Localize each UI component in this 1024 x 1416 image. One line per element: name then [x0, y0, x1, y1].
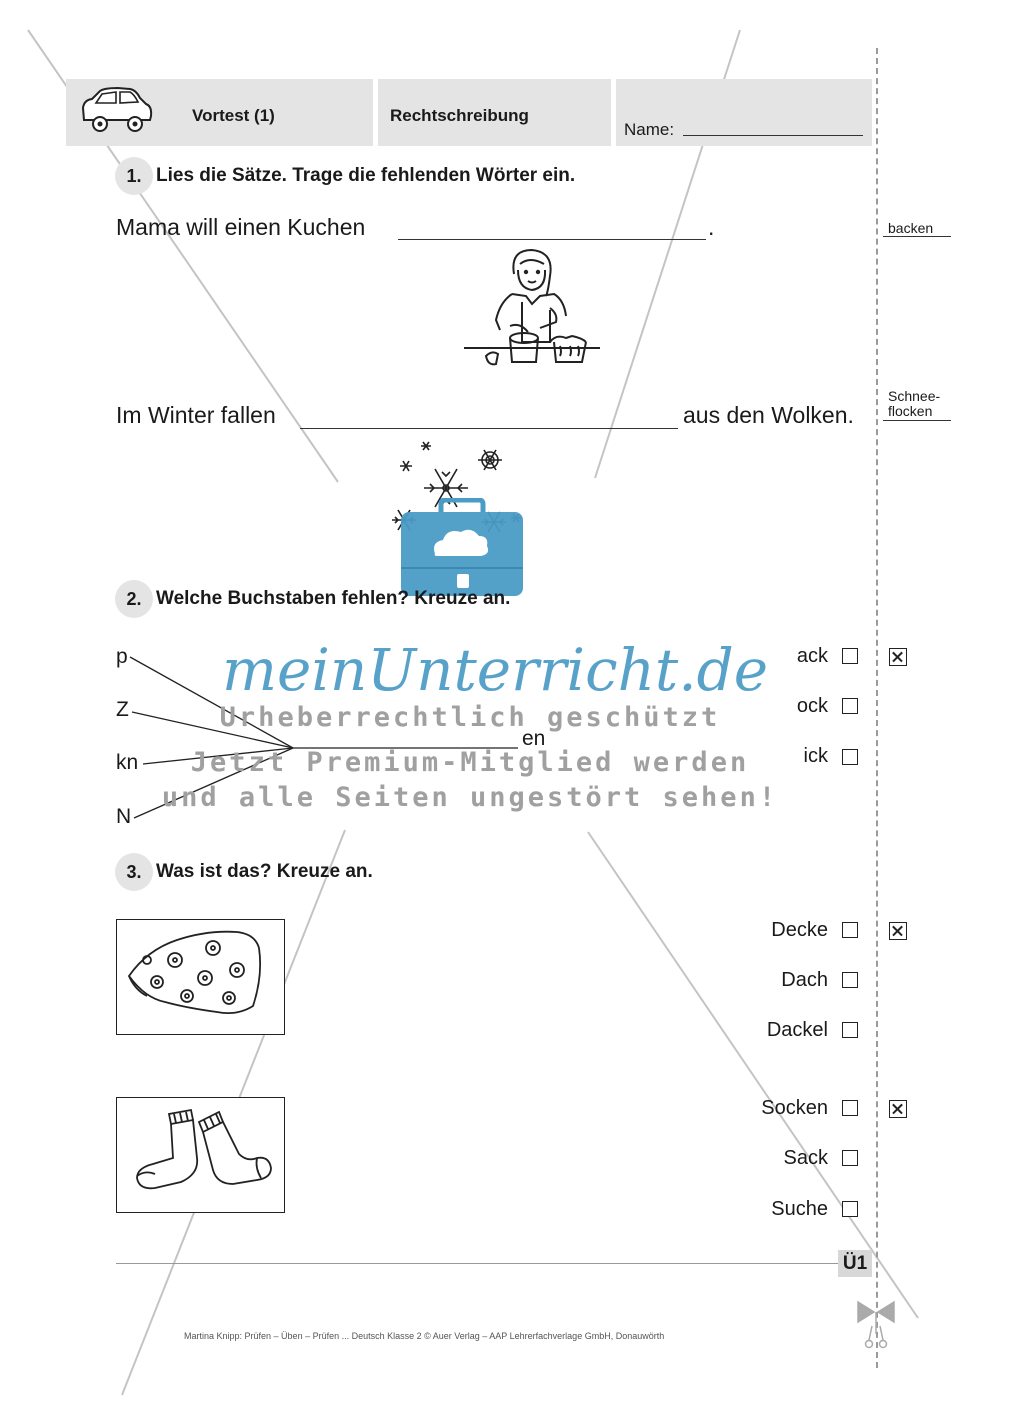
task1-sentence2-start: Im Winter fallen	[116, 402, 276, 428]
suffix-en: en	[522, 727, 546, 750]
letter-kn: kn	[116, 751, 139, 774]
solution-check-socken	[889, 1100, 907, 1118]
option-decke: Decke	[771, 919, 828, 941]
checkbox-ick[interactable]	[842, 749, 858, 765]
option-dach: Dach	[781, 969, 828, 991]
scissors-icon	[856, 1298, 896, 1358]
checkbox-dach[interactable]	[842, 972, 858, 988]
checkbox-ack[interactable]	[842, 648, 858, 664]
checkbox-socken[interactable]	[842, 1100, 858, 1116]
option-dackel: Dackel	[766, 1019, 828, 1041]
watermark-line2: Jetzt Premium-Mitglied werden	[190, 747, 750, 778]
answer-schneeflocken	[888, 389, 940, 419]
task1-sentence1-start: Mama will einen Kuchen	[116, 214, 366, 240]
watermark-line3: und alle Seiten ungestört sehen!	[161, 782, 779, 813]
page-badge: Ü1	[838, 1250, 872, 1277]
task3-number: 3.	[115, 853, 153, 891]
answer-line-2	[883, 420, 951, 421]
worksheet-title: Vortest (1)	[192, 106, 275, 125]
option-ack: ack	[796, 645, 828, 667]
option-ock: ock	[796, 695, 828, 717]
socks-picture	[117, 1098, 283, 1211]
answer-schneeflocken-line2: flocken	[888, 403, 933, 419]
checkbox-sack[interactable]	[842, 1150, 858, 1166]
task1-number: 1.	[115, 157, 153, 195]
socks-picture-box	[116, 1097, 285, 1213]
option-socken: Socken	[761, 1097, 828, 1119]
name-label: Name:	[624, 120, 675, 139]
watermark-line1: Urheberrechtlich geschützt	[219, 702, 721, 733]
solution-check-decke	[889, 922, 907, 940]
blanket-picture	[117, 920, 283, 1033]
answer-schneeflocken-line1: Schnee-	[888, 388, 941, 404]
cut-line	[876, 48, 878, 1368]
bottom-rule	[116, 1263, 838, 1264]
checkbox-dackel[interactable]	[842, 1022, 858, 1038]
worksheet-subject: Rechtschreibung	[390, 106, 529, 125]
blanket-picture-box	[116, 919, 285, 1035]
task2-number: 2.	[115, 580, 153, 618]
name-field[interactable]	[683, 118, 863, 136]
task1-instruction: Lies die Sätze. Trage die fehlenden Wörter ein.	[156, 165, 576, 186]
answer-line-1	[883, 236, 951, 237]
task1-sentence2-end: aus den Wolken.	[683, 402, 854, 428]
option-ick: ick	[803, 745, 828, 767]
solution-check-ack	[889, 648, 907, 666]
checkbox-decke[interactable]	[842, 922, 858, 938]
option-sack: Sack	[783, 1147, 828, 1169]
watermark-logo: meinUnterricht.de	[222, 636, 769, 704]
task1-sentence1-end: .	[708, 214, 715, 240]
letter-p: p	[116, 645, 128, 668]
checkbox-ock[interactable]	[842, 698, 858, 714]
letter-z: Z	[116, 698, 129, 721]
checkbox-suche[interactable]	[842, 1201, 858, 1217]
task2-instruction: Welche Buchstaben fehlen? Kreuze an.	[156, 588, 511, 609]
answer-backen: backen	[888, 220, 934, 236]
letter-n: N	[116, 805, 132, 828]
footer-copyright: Martina Knipp: Prüfen – Üben – Prüfen ... Deutsch Klasse 2 © Auer Verlag – AAP Lehrerfachverlage GmbH, Donauwörth	[184, 1331, 665, 1341]
option-suche: Suche	[771, 1198, 828, 1220]
task3-instruction: Was ist das? Kreuze an.	[156, 861, 373, 882]
